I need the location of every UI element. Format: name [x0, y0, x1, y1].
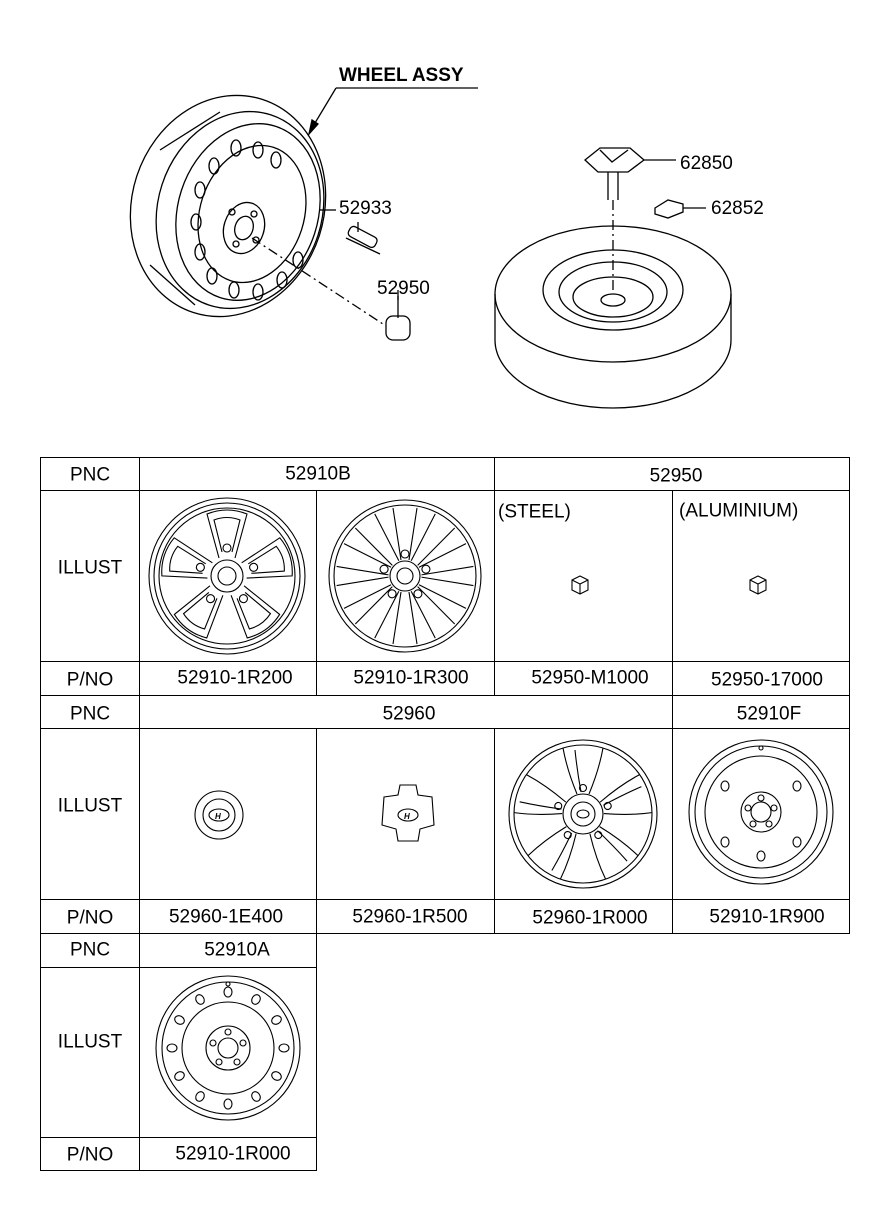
spare-tire-drawing	[495, 200, 731, 408]
pno-label-1: P/NO	[66, 669, 114, 691]
pnc-label-3: PNC	[69, 939, 111, 961]
pno-52950-m1000: 52950-M1000	[531, 667, 649, 689]
callout-62852: 62852	[711, 198, 764, 219]
pno-label-2: P/NO	[66, 907, 114, 929]
illust-label-2: ILLUST	[57, 795, 123, 817]
center-cap-round-illust	[195, 791, 243, 839]
pno-label-3: P/NO	[66, 1144, 114, 1166]
pnc-52950: 52950	[649, 465, 703, 487]
pno-52950-17000: 52950-17000	[711, 669, 823, 691]
wheel-assy-title: WHEEL ASSY	[339, 65, 464, 86]
svg-text:H: H	[215, 812, 221, 821]
pnc-52960: 52960	[382, 703, 436, 725]
center-cap-tabbed-illust	[382, 785, 434, 841]
aluminium-note: (ALUMINIUM)	[679, 500, 799, 522]
illust-label-1: ILLUST	[57, 557, 123, 579]
callout-52950: 52950	[377, 278, 430, 299]
pno-52960-1r000: 52960-1R000	[532, 907, 648, 929]
steel-note: (STEEL)	[498, 501, 571, 523]
steel-wheel-spare-illust	[689, 740, 833, 884]
illust-label-3: ILLUST	[57, 1031, 123, 1053]
pnc-label-2: PNC	[69, 703, 111, 725]
valve-stem-drawing	[346, 222, 380, 254]
steel-wheel-illust	[156, 976, 300, 1120]
pnc-52910a: 52910A	[204, 939, 270, 961]
steel-lug-nut-illust	[572, 576, 588, 594]
callout-62850: 62850	[680, 153, 733, 174]
pno-52960-1r500: 52960-1R500	[352, 906, 468, 928]
rubber-block-drawing	[655, 200, 706, 218]
pnc-label-1: PNC	[69, 464, 111, 486]
callout-52933: 52933	[339, 198, 392, 219]
pno-52910-1r000: 52910-1R000	[175, 1143, 291, 1165]
alloy-wheel-multi-spoke-illust	[509, 740, 657, 888]
pnc-52910f: 52910F	[736, 703, 802, 725]
alloy-wheel-10-spoke-illust	[329, 500, 481, 652]
alloy-wheel-5-spoke-illust	[149, 498, 305, 654]
pno-52910-1r200: 52910-1R200	[177, 667, 293, 689]
pno-52910-1r900: 52910-1R900	[709, 906, 825, 928]
pno-52910-1r300: 52910-1R300	[353, 667, 469, 689]
aluminium-lug-nut-illust	[750, 576, 766, 594]
svg-text:H: H	[404, 812, 410, 821]
pnc-52910b: 52910B	[285, 463, 351, 485]
steel-wheel-drawing	[102, 70, 354, 342]
tire-clamp-drawing	[585, 148, 676, 200]
pno-52960-1e400: 52960-1E400	[168, 906, 284, 928]
